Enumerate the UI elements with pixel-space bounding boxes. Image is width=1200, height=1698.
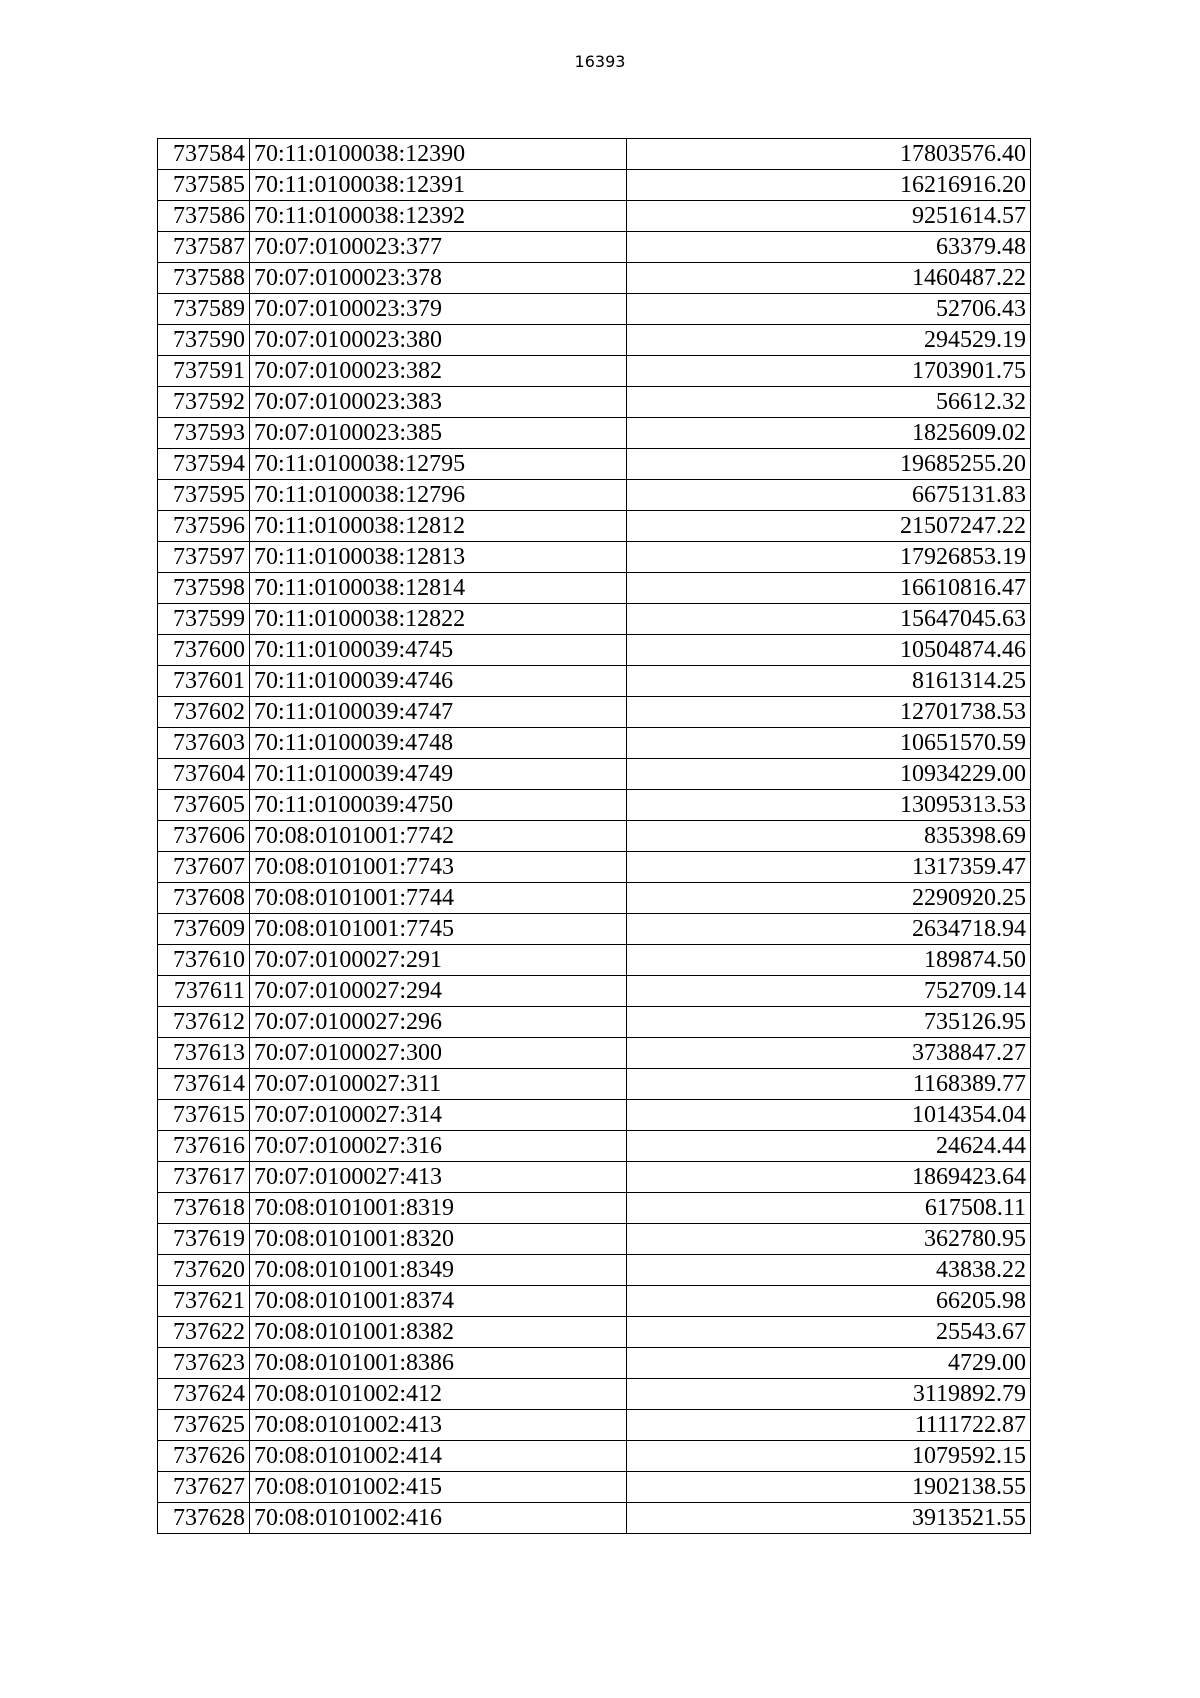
table-row [158,1472,1031,1503]
cadastral-number-cell: 70:07:0100023:382 [250,356,627,387]
value-cell: 1079592.15 [627,1441,1031,1472]
row-number-cell: 737625 [158,1410,250,1441]
row-number-cell: 737584 [158,139,250,170]
row-number-cell: 737598 [158,573,250,604]
cadastral-number-cell: 70:11:0100038:12392 [250,201,627,232]
value-cell: 1825609.02 [627,418,1031,449]
value-cell: 3119892.79 [627,1379,1031,1410]
cadastral-number-cell: 70:08:0101002:415 [250,1472,627,1503]
cadastral-number-cell: 70:08:0101001:7744 [250,883,627,914]
value-cell: 3738847.27 [627,1038,1031,1069]
value-cell: 8161314.25 [627,666,1031,697]
value-cell: 66205.98 [627,1286,1031,1317]
row-number-cell: 737587 [158,232,250,263]
table-row [158,542,1031,573]
value-cell: 56612.32 [627,387,1031,418]
value-cell: 16216916.20 [627,170,1031,201]
value-cell: 13095313.53 [627,790,1031,821]
table-row [158,790,1031,821]
row-number-cell: 737605 [158,790,250,821]
row-number-cell: 737616 [158,1131,250,1162]
cadastral-number-cell: 70:07:0100023:379 [250,294,627,325]
table-row [158,1348,1031,1379]
row-number-cell: 737597 [158,542,250,573]
cadastral-number-cell: 70:08:0101001:8320 [250,1224,627,1255]
row-number-cell: 737627 [158,1472,250,1503]
table-row [158,1100,1031,1131]
value-cell: 17803576.40 [627,139,1031,170]
value-cell: 752709.14 [627,976,1031,1007]
table-row [158,294,1031,325]
value-cell: 19685255.20 [627,449,1031,480]
value-cell: 6675131.83 [627,480,1031,511]
row-number-cell: 737590 [158,325,250,356]
value-cell: 15647045.63 [627,604,1031,635]
value-cell: 2290920.25 [627,883,1031,914]
page-number: 16393 [574,52,626,71]
row-number-cell: 737624 [158,1379,250,1410]
table-row [158,1193,1031,1224]
table-row [158,1162,1031,1193]
row-number-cell: 737614 [158,1069,250,1100]
row-number-cell: 737612 [158,1007,250,1038]
table-body [158,139,1031,1534]
cadastral-number-cell: 70:07:0100027:311 [250,1069,627,1100]
table-row [158,883,1031,914]
cadastral-number-cell: 70:11:0100038:12795 [250,449,627,480]
value-cell: 43838.22 [627,1255,1031,1286]
cadastral-number-cell: 70:11:0100039:4750 [250,790,627,821]
cadastral-number-cell: 70:08:0101001:8382 [250,1317,627,1348]
row-number-cell: 737609 [158,914,250,945]
row-number-cell: 737599 [158,604,250,635]
value-cell: 2634718.94 [627,914,1031,945]
cadastral-number-cell: 70:08:0101001:7743 [250,852,627,883]
row-number-cell: 737622 [158,1317,250,1348]
cadastral-number-cell: 70:11:0100038:12822 [250,604,627,635]
row-number-cell: 737589 [158,294,250,325]
table-row [158,1069,1031,1100]
value-cell: 735126.95 [627,1007,1031,1038]
row-number-cell: 737617 [158,1162,250,1193]
value-cell: 10934229.00 [627,759,1031,790]
cadastral-number-cell: 70:07:0100023:378 [250,263,627,294]
row-number-cell: 737594 [158,449,250,480]
row-number-cell: 737591 [158,356,250,387]
table-row [158,325,1031,356]
cadastral-number-cell: 70:07:0100023:380 [250,325,627,356]
value-cell: 10504874.46 [627,635,1031,666]
row-number-cell: 737603 [158,728,250,759]
table-row [158,356,1031,387]
data-table [157,138,1031,1534]
row-number-cell: 737586 [158,201,250,232]
table-row [158,263,1031,294]
row-number-cell: 737585 [158,170,250,201]
value-cell: 362780.95 [627,1224,1031,1255]
table-row [158,1224,1031,1255]
cadastral-number-cell: 70:11:0100038:12813 [250,542,627,573]
row-number-cell: 737621 [158,1286,250,1317]
row-number-cell: 737623 [158,1348,250,1379]
cadastral-number-cell: 70:07:0100027:296 [250,1007,627,1038]
table-row [158,728,1031,759]
value-cell: 21507247.22 [627,511,1031,542]
value-cell: 617508.11 [627,1193,1031,1224]
value-cell: 1111722.87 [627,1410,1031,1441]
value-cell: 189874.50 [627,945,1031,976]
value-cell: 12701738.53 [627,697,1031,728]
table-row [158,449,1031,480]
value-cell: 16610816.47 [627,573,1031,604]
value-cell: 17926853.19 [627,542,1031,573]
table-row [158,387,1031,418]
cadastral-number-cell: 70:07:0100027:314 [250,1100,627,1131]
value-cell: 1460487.22 [627,263,1031,294]
value-cell: 4729.00 [627,1348,1031,1379]
cadastral-number-cell: 70:07:0100023:377 [250,232,627,263]
cadastral-number-cell: 70:08:0101002:413 [250,1410,627,1441]
cadastral-number-cell: 70:11:0100038:12390 [250,139,627,170]
cadastral-number-cell: 70:08:0101001:8319 [250,1193,627,1224]
table-row [158,201,1031,232]
table-row [158,511,1031,542]
cadastral-number-cell: 70:11:0100039:4745 [250,635,627,666]
table-row [158,914,1031,945]
table-row [158,573,1031,604]
value-cell: 1869423.64 [627,1162,1031,1193]
row-number-cell: 737592 [158,387,250,418]
row-number-cell: 737628 [158,1503,250,1534]
cadastral-number-cell: 70:11:0100039:4748 [250,728,627,759]
row-number-cell: 737626 [158,1441,250,1472]
cadastral-number-cell: 70:08:0101002:412 [250,1379,627,1410]
cadastral-number-cell: 70:08:0101001:8386 [250,1348,627,1379]
table-row [158,1038,1031,1069]
cadastral-number-cell: 70:08:0101001:8374 [250,1286,627,1317]
cadastral-number-cell: 70:08:0101001:8349 [250,1255,627,1286]
cadastral-number-cell: 70:11:0100038:12796 [250,480,627,511]
cadastral-number-cell: 70:08:0101002:414 [250,1441,627,1472]
cadastral-number-cell: 70:11:0100038:12814 [250,573,627,604]
row-number-cell: 737619 [158,1224,250,1255]
value-cell: 3913521.55 [627,1503,1031,1534]
value-cell: 294529.19 [627,325,1031,356]
cadastral-number-cell: 70:07:0100027:413 [250,1162,627,1193]
value-cell: 1317359.47 [627,852,1031,883]
row-number-cell: 737611 [158,976,250,1007]
row-number-cell: 737593 [158,418,250,449]
cadastral-number-cell: 70:07:0100027:316 [250,1131,627,1162]
value-cell: 1014354.04 [627,1100,1031,1131]
table-row [158,1317,1031,1348]
table-row [158,1410,1031,1441]
cadastral-number-cell: 70:08:0101001:7745 [250,914,627,945]
value-cell: 25543.67 [627,1317,1031,1348]
value-cell: 24624.44 [627,1131,1031,1162]
table-row [158,1255,1031,1286]
row-number-cell: 737602 [158,697,250,728]
row-number-cell: 737600 [158,635,250,666]
table-row [158,852,1031,883]
cadastral-number-cell: 70:07:0100023:383 [250,387,627,418]
cadastral-number-cell: 70:07:0100027:300 [250,1038,627,1069]
table-row [158,418,1031,449]
cadastral-number-cell: 70:07:0100027:291 [250,945,627,976]
row-number-cell: 737606 [158,821,250,852]
table-row [158,697,1031,728]
table-row [158,1007,1031,1038]
table-row [158,232,1031,263]
cadastral-number-cell: 70:07:0100023:385 [250,418,627,449]
row-number-cell: 737610 [158,945,250,976]
table-row [158,139,1031,170]
cadastral-number-cell: 70:11:0100039:4747 [250,697,627,728]
row-number-cell: 737596 [158,511,250,542]
table-row [158,759,1031,790]
value-cell: 1902138.55 [627,1472,1031,1503]
value-cell: 1168389.77 [627,1069,1031,1100]
cadastral-number-cell: 70:11:0100038:12391 [250,170,627,201]
value-cell: 63379.48 [627,232,1031,263]
table-row [158,1441,1031,1472]
table-row [158,635,1031,666]
table-row [158,480,1031,511]
table-row [158,1503,1031,1534]
table-row [158,1131,1031,1162]
value-cell: 9251614.57 [627,201,1031,232]
cadastral-number-cell: 70:07:0100027:294 [250,976,627,1007]
table-row [158,666,1031,697]
cadastral-number-cell: 70:11:0100038:12812 [250,511,627,542]
table-row [158,945,1031,976]
row-number-cell: 737607 [158,852,250,883]
cadastral-number-cell: 70:08:0101001:7742 [250,821,627,852]
row-number-cell: 737615 [158,1100,250,1131]
row-number-cell: 737608 [158,883,250,914]
value-cell: 835398.69 [627,821,1031,852]
row-number-cell: 737601 [158,666,250,697]
row-number-cell: 737618 [158,1193,250,1224]
table-row [158,604,1031,635]
row-number-cell: 737604 [158,759,250,790]
row-number-cell: 737620 [158,1255,250,1286]
table-row [158,821,1031,852]
value-cell: 1703901.75 [627,356,1031,387]
row-number-cell: 737613 [158,1038,250,1069]
cadastral-number-cell: 70:08:0101002:416 [250,1503,627,1534]
cadastral-number-cell: 70:11:0100039:4749 [250,759,627,790]
table-row [158,170,1031,201]
table-row [158,1286,1031,1317]
row-number-cell: 737588 [158,263,250,294]
row-number-cell: 737595 [158,480,250,511]
table-row [158,1379,1031,1410]
table-row [158,976,1031,1007]
value-cell: 10651570.59 [627,728,1031,759]
cadastral-number-cell: 70:11:0100039:4746 [250,666,627,697]
value-cell: 52706.43 [627,294,1031,325]
